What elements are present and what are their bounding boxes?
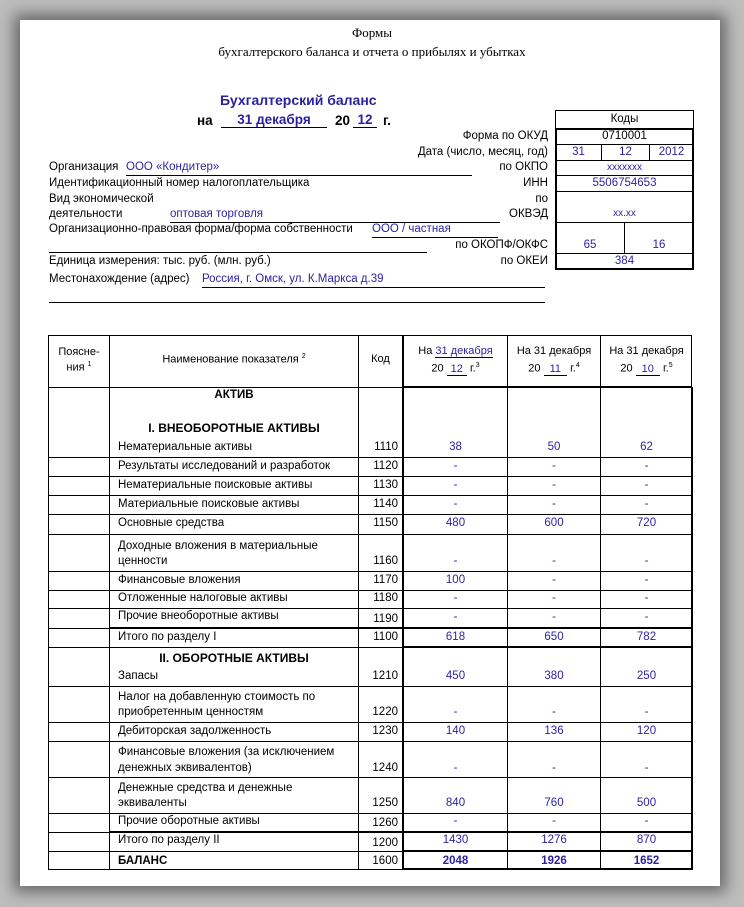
value-2012: 100	[445, 574, 466, 586]
date-day-value: 31	[556, 145, 602, 161]
value-2011: -	[552, 479, 556, 491]
value-2011: 1276	[541, 834, 567, 846]
row-name-line2: денежных эквивалентов)	[118, 762, 252, 774]
value-2010: 720	[636, 517, 657, 529]
header-indicator-name: Наименование показателя $^2$	[162, 353, 306, 366]
value-2011: -	[552, 706, 556, 718]
row-divider	[48, 686, 692, 687]
value-2012: -	[453, 460, 458, 472]
value-2011: 50	[547, 441, 561, 453]
legal-form-continuation-line	[49, 238, 427, 253]
organization-field: ООО «Кондитер»	[126, 161, 472, 176]
address-field: Россия, г. Омск, ул. К.Маркса д.39	[202, 273, 545, 288]
value-2010: -	[644, 611, 649, 623]
section-current-assets: II. ОБОРОТНЫЕ АКТИВЫ	[159, 651, 309, 665]
section-assets: АКТИВ	[214, 389, 254, 401]
row-divider-thick	[402, 646, 692, 648]
okpo-value: xxxxxxx	[556, 161, 693, 176]
row-code: 1600	[372, 855, 398, 867]
value-2010: 250	[636, 670, 657, 682]
value-2012: 840	[445, 797, 466, 809]
row-divider-thick	[402, 868, 692, 870]
legal-form-field: ООО / частная	[372, 223, 498, 238]
form-heading-line2: бухгалтерского баланса и отчета о прибылях и убытках	[218, 44, 526, 59]
value-2012: 2048	[442, 855, 469, 867]
date-prefix: на	[197, 113, 213, 128]
row-name: Отложенные налоговые активы	[118, 592, 288, 604]
value-2011: 380	[544, 670, 564, 682]
report-year: 12	[353, 112, 377, 128]
value-2012: -	[453, 592, 458, 604]
unit-label: Единица измерения: тыс. руб. (млн. руб.)	[49, 255, 271, 267]
value-2010: -	[644, 460, 649, 472]
value-2012: -	[453, 479, 458, 491]
value-2011: 600	[544, 517, 564, 529]
row-name: Финансовые вложения (за исключением	[118, 746, 335, 758]
document-title: Бухгалтерский баланс	[220, 92, 377, 108]
value-2010: -	[644, 815, 649, 827]
row-code: 1120	[373, 460, 398, 472]
col-divider	[109, 335, 110, 870]
value-2011: -	[552, 460, 556, 472]
value-2012: 618	[445, 631, 466, 643]
value-2012: -	[453, 762, 458, 774]
okved-value: xx.xx	[556, 192, 693, 223]
header-col-2011-year: 20 11 г.$^4$	[528, 362, 580, 375]
value-2012: -	[453, 706, 458, 718]
activity-label-2: деятельности	[49, 208, 123, 220]
header-col-2012-year: 20 12 г.$^3$	[431, 362, 480, 375]
value-2012: -	[453, 555, 458, 567]
okfs-value: 16	[625, 223, 693, 254]
value-2012: 38	[449, 441, 462, 453]
okopf-label: по ОКОПФ/ОКФС	[455, 239, 548, 251]
value-2010: 782	[636, 631, 657, 643]
report-date: 31 декабря	[221, 112, 327, 128]
row-divider-thick	[109, 627, 692, 629]
row-code: 1170	[373, 574, 398, 586]
okei-label: по ОКЕИ	[500, 255, 548, 267]
row-divider	[48, 514, 692, 515]
value-2010: -	[644, 762, 649, 774]
row-name: Финансовые вложения	[118, 574, 241, 586]
row-divider	[48, 457, 692, 458]
year-suffix: г.	[383, 113, 392, 128]
legal-form-label: Организационно-правовая форма/форма собственности	[49, 223, 353, 235]
row-divider	[48, 476, 692, 477]
row-code: 1220	[372, 706, 398, 718]
row-name: Запасы	[118, 670, 158, 682]
row-name: Денежные средства и денежные	[118, 782, 293, 794]
value-2012: -	[453, 815, 458, 827]
value-2010: -	[644, 498, 649, 510]
header-col-2010-year: 20 10 г.$^5$	[620, 362, 673, 375]
value-2011: -	[552, 574, 556, 586]
activity-field: оптовая торговля	[170, 208, 500, 223]
row-code: 1140	[373, 498, 398, 510]
value-2012: -	[453, 498, 458, 510]
activity-label-1: Вид экономической	[49, 193, 154, 205]
row-divider	[48, 590, 692, 591]
value-2011: -	[552, 762, 556, 774]
value-2012: 140	[445, 725, 466, 737]
value-2011: 650	[544, 631, 564, 643]
value-2010: 1652	[633, 855, 660, 867]
date-year-value: 2012	[650, 145, 693, 161]
row-name: Основные средства	[118, 517, 225, 529]
row-divider	[48, 534, 692, 535]
address-label: Местонахождение (адрес)	[49, 273, 190, 285]
row-code: 1230	[372, 725, 398, 737]
row-code: 1110	[374, 441, 398, 453]
row-divider	[48, 777, 692, 778]
row-divider	[48, 495, 692, 496]
row-name: Дебиторская задолженность	[118, 725, 272, 737]
codes-header: Коды	[555, 110, 694, 129]
value-2010: -	[644, 706, 649, 718]
row-divider	[402, 386, 692, 388]
row-name-line2: ценности	[118, 555, 168, 567]
year-prefix: 20	[335, 113, 351, 128]
header-notes-2: ния $^1$	[66, 361, 92, 374]
organization-label: Организация	[49, 161, 119, 173]
header-notes: Поясне-	[58, 346, 100, 358]
header-col-2012: На 31 декабря	[418, 345, 493, 357]
row-code: 1160	[373, 555, 398, 567]
section-noncurrent-assets: I. ВНЕОБОРОТНЫЕ АКТИВЫ	[148, 421, 320, 435]
row-name: Прочие внеоборотные активы	[118, 610, 279, 622]
row-code: 1250	[372, 797, 398, 809]
value-2010: -	[644, 574, 649, 586]
row-divider	[48, 813, 692, 814]
row-divider-thick	[109, 831, 692, 833]
row-divider	[48, 571, 692, 572]
row-code: 1190	[373, 613, 398, 625]
row-name-balance: БАЛАНС	[118, 855, 168, 867]
row-name: Итого по разделу II	[118, 834, 220, 846]
row-name: Результаты исследований и разработок	[118, 460, 331, 472]
okud-label: Форма по ОКУД	[462, 130, 548, 142]
row-divider-thick	[402, 850, 692, 852]
value-2011: -	[552, 592, 556, 604]
row-code: 1130	[373, 479, 398, 491]
header-col-2010: На 31 декабря	[609, 345, 684, 357]
row-code: 1240	[372, 762, 398, 774]
date-code-label: Дата (число, месяц, год)	[417, 146, 548, 158]
value-2010: 120	[636, 725, 657, 737]
row-name: Нематериальные активы	[118, 441, 253, 453]
row-code: 1200	[372, 837, 398, 849]
row-name: Прочие оборотные активы	[118, 815, 260, 827]
inn-value: 5506754653	[556, 176, 693, 192]
row-code: 1100	[373, 631, 398, 643]
value-2011: -	[552, 498, 556, 510]
value-2010: -	[644, 479, 649, 491]
okopf-value: 65	[556, 223, 625, 254]
row-code: 1260	[372, 817, 398, 829]
value-2010: 62	[640, 441, 653, 453]
header-code: Код	[371, 353, 390, 365]
value-2011: 136	[544, 725, 564, 737]
value-2011: -	[552, 555, 556, 567]
row-name: Итого по разделу I	[118, 631, 217, 643]
inn-label: Идентификационный номер налогоплательщика	[49, 177, 310, 189]
value-2010: -	[644, 592, 649, 604]
value-2012: 1430	[442, 834, 469, 846]
row-code: 1150	[373, 517, 398, 529]
value-2012: 450	[445, 670, 466, 682]
row-code: 1180	[373, 592, 398, 604]
value-2011: -	[552, 611, 556, 623]
okved-label-2: ОКВЭД	[509, 208, 548, 220]
row-name: Нематериальные поисковые активы	[118, 479, 313, 491]
value-2011: 1926	[541, 855, 567, 867]
header-col-2011: На 31 декабря	[516, 345, 592, 357]
okud-value: 0710001	[556, 129, 693, 145]
row-name: Налог на добавленную стоимость по	[118, 691, 316, 703]
value-2010: 500	[636, 797, 657, 809]
row-code: 1210	[372, 670, 398, 682]
row-divider	[48, 608, 692, 609]
okved-label-1: по	[535, 193, 548, 205]
address-continuation-line	[49, 289, 545, 303]
inn-code-label: ИНН	[523, 177, 548, 189]
row-name-line2: эквиваленты	[118, 797, 187, 809]
okei-value: 384	[614, 255, 635, 267]
row-name: Доходные вложения в материальные	[118, 540, 318, 552]
okpo-label: по ОКПО	[499, 161, 548, 173]
row-name: Материальные поисковые активы	[118, 498, 300, 510]
date-month-value: 12	[602, 145, 650, 161]
row-divider	[48, 741, 692, 742]
form-heading-line1: Формы	[351, 25, 393, 40]
value-2011: -	[552, 815, 556, 827]
value-2012: 480	[445, 517, 466, 529]
value-2010: 870	[636, 834, 657, 846]
value-2011: 760	[544, 797, 564, 809]
row-divider	[48, 722, 692, 723]
row-name-line2: приобретенным ценностям	[118, 706, 264, 718]
value-2012: -	[453, 611, 458, 623]
value-2010: -	[644, 555, 649, 567]
